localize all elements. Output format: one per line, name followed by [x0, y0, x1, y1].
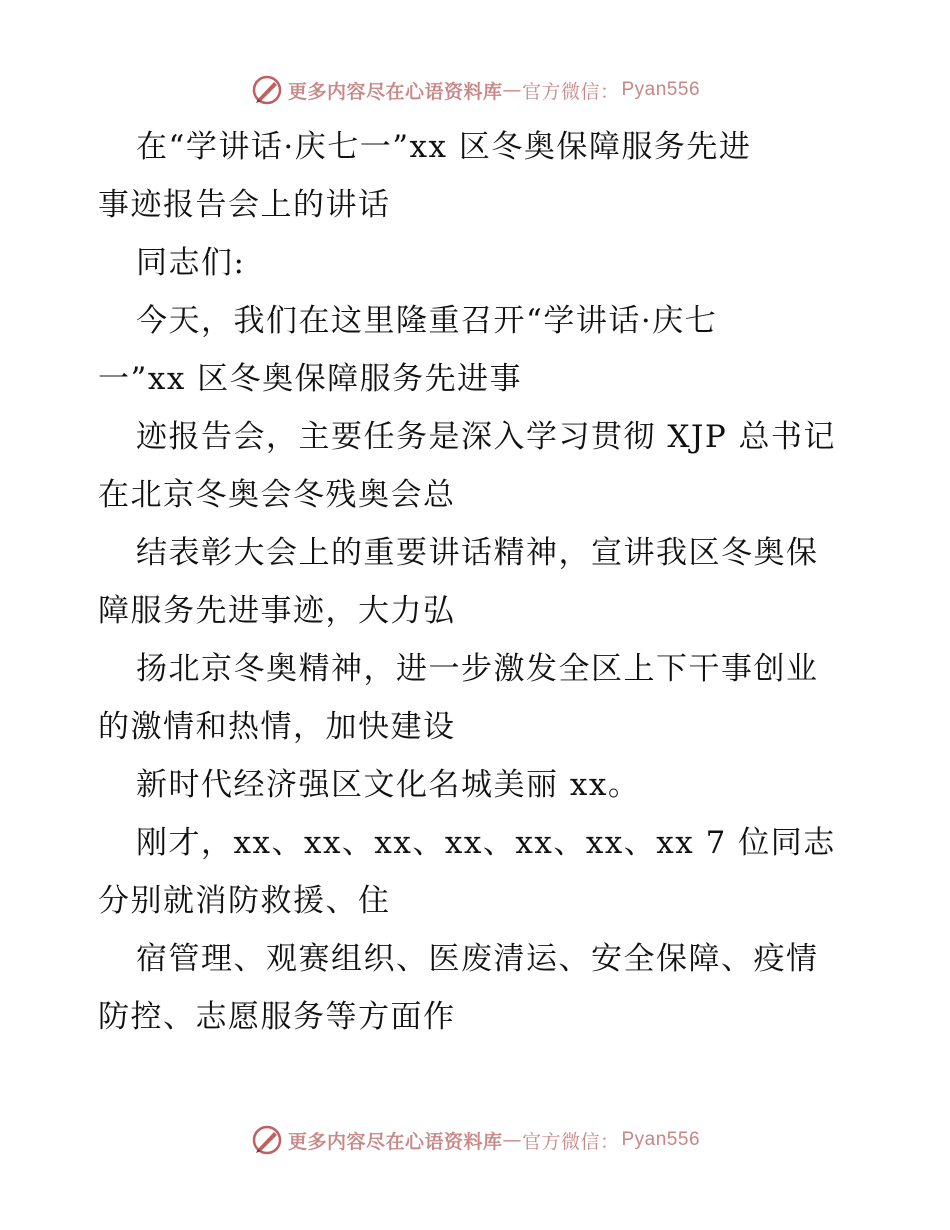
text-line: 宿管理、观赛组织、医废清运、安全保障、疫情 [136, 941, 819, 977]
header-banner [0, 70, 950, 110]
pen-logo-icon [250, 1123, 284, 1157]
footer-banner [0, 1120, 950, 1160]
banner-separator: — [502, 1129, 522, 1151]
text-line: 扬北京冬奥精神，进一步激发全区上下干事创业 [136, 651, 819, 687]
text-line: 结表彰大会上的重要讲话精神，宣讲我区冬奥保 [136, 535, 819, 571]
banner-text: 更多内容尽在心语资料库 [287, 80, 503, 103]
document-body [98, 118, 858, 1046]
banner-wechat-label: 官方微信： [521, 80, 620, 103]
text-line: 刚才，xx、xx、xx、xx、xx、xx、xx 7 位同志 [136, 825, 836, 861]
banner-wechat-id: Pyan556 [621, 79, 701, 100]
banner-wechat-id: Pyan556 [621, 1129, 701, 1150]
text-line: 事迹报告会上的讲话 [98, 187, 391, 223]
banner-separator: — [502, 79, 522, 101]
text-line: 在北京冬奥会冬残奥会总 [98, 477, 456, 513]
text-line: 新时代经济强区文化名城美丽 xx。 [136, 767, 641, 803]
text-line: 今天，我们在这里隆重召开“学讲话·庆七 [136, 303, 718, 339]
text-line: 分别就消防救援、住 [98, 883, 391, 919]
text-line: 障服务先进事迹，大力弘 [98, 593, 456, 629]
banner-text: 更多内容尽在心语资料库 [287, 1130, 503, 1153]
text-line: 一”xx 区冬奥保障服务先进事 [98, 361, 523, 397]
banner-wechat-label: 官方微信： [521, 1130, 620, 1153]
text-line: 在“学讲话·庆七一”xx 区冬奥保障服务先进 [136, 129, 752, 165]
text-line: 的激情和热情，加快建设 [98, 709, 456, 745]
text-line: 防控、志愿服务等方面作 [98, 999, 456, 1035]
text-line: 同志们: [136, 245, 246, 281]
pen-logo-icon [250, 73, 284, 107]
text-line: 迹报告会，主要任务是深入学习贯彻 XJP 总书记 [136, 419, 837, 455]
